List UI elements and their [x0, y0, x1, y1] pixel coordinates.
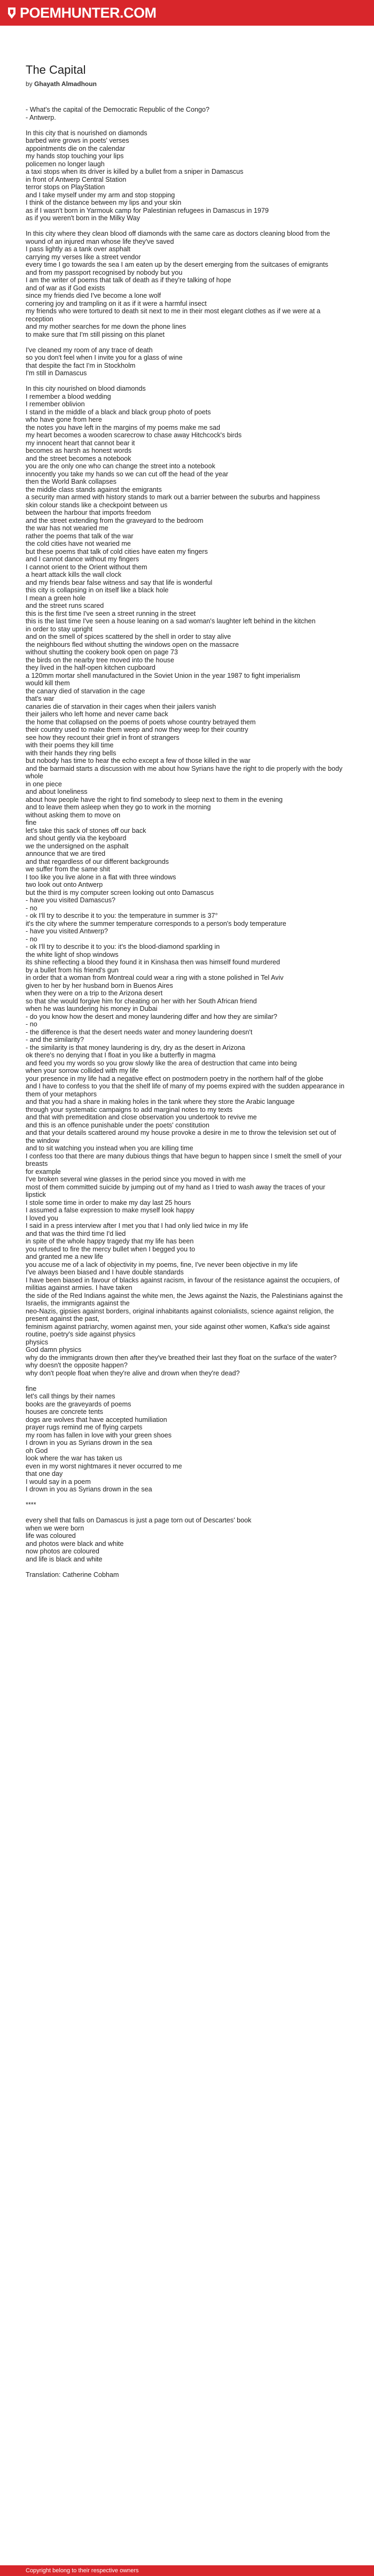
poem-line: - do you know how the desert and money laundering differ and how they are similar?: [26, 1012, 277, 1020]
poem-line: that one day: [26, 1470, 63, 1477]
poem-line: you are the only one who can change the street into a notebook: [26, 462, 215, 470]
poem-line: - ok I'll try to describe it to you: the temperature in summer is 37°: [26, 912, 218, 919]
poem-line: and I cannot dance without my fingers: [26, 555, 139, 563]
poem-line: - What's the capital of the Democratic Republic of the Congo?: [26, 106, 210, 113]
poem-line: in spite of the whole happy tragedy that my life has been: [26, 1237, 194, 1245]
poem-line: I'm still in Damascus: [26, 369, 87, 377]
poem-line: and the street runs scared: [26, 602, 104, 609]
poem-line: books are the graveyards of poems: [26, 1400, 131, 1408]
poem-line: to make sure that I'm still pissing on this planet: [26, 330, 165, 338]
poem-line: barbed wire grows in poets' verses: [26, 137, 129, 144]
poem-line: - no: [26, 935, 37, 943]
poem-line: in front of Antwerp Central Station: [26, 175, 127, 183]
poem-line: when your sorrow collided with my life: [26, 1067, 139, 1074]
poem-line: this is the first time I've seen a street running in the street: [26, 609, 196, 617]
poem-line: the war has not wearied me: [26, 524, 108, 532]
poem-line: as if I wasn't born in Yarmouk camp for Palestinian refugees in Damascus in 1979: [26, 206, 269, 214]
poem-line: I remember a blood wedding: [26, 392, 111, 400]
by-label: by: [26, 80, 33, 88]
poem-line: canaries die of starvation in their cages when their jailers vanish: [26, 702, 216, 710]
poem-line: and that you had a share in making holes in the tank where they store the Arabic language: [26, 1098, 295, 1105]
poem-line: carrying my verses like a street vendor: [26, 253, 141, 261]
stanza-gap: [26, 1377, 346, 1385]
logo-text: POEMHUNTER.COM: [20, 4, 157, 21]
poem-line: and the street extending from the graveyard to the bedroom: [26, 516, 204, 524]
poem-line: I would say in a poem: [26, 1477, 91, 1486]
poem-line: this is the last time I've seen a house leaning on a sad woman's laughter left behind in the kitchen: [26, 617, 316, 625]
stanza: [26, 230, 346, 338]
poem-line: and life is black and white: [26, 1555, 103, 1563]
poem-line: this city is collapsing in on itself like a black hole: [26, 586, 169, 594]
poem-line: - and the similarity?: [26, 1036, 84, 1043]
poem-line: I think of the distance between my lips and your skin: [26, 199, 182, 206]
poem-line: In this city that is nourished on diamonds: [26, 129, 147, 137]
poem-line: the middle class stands against the emigrants: [26, 485, 162, 493]
poem-line: and shout gently via the keyboard: [26, 834, 127, 842]
poem-line: when we were born: [26, 1524, 84, 1532]
poem-line: I am the writer of poems that talk of death as if they're talking of hope: [26, 276, 231, 284]
poem-line: and that with premeditation and close observation you undertook to revive me: [26, 1113, 257, 1121]
stanza-gap: [26, 121, 346, 129]
poem-line: and granted me a new life: [26, 1253, 103, 1260]
poem-line: and my mother searches for me down the phone lines: [26, 323, 186, 330]
poem-line: two look out onto Antwerp: [26, 881, 103, 888]
poem-line: so that she would forgive him for cheating on her with her South African friend: [26, 997, 257, 1005]
poem-line: you refused to fire the mercy bullet when I begged you to: [26, 1245, 196, 1253]
poem-line: the canary died of starvation in the cage: [26, 687, 145, 695]
poem-line: and photos were black and white: [26, 1540, 124, 1548]
poem-line: fine: [26, 1384, 37, 1393]
poem-line: with their poems they kill time: [26, 741, 114, 749]
poem-line: that's war: [26, 695, 54, 702]
poem-line: when they were on a trip to the Arizona desert: [26, 989, 163, 997]
poem-line: prayer rugs remind me of flying carpets: [26, 1424, 143, 1431]
poem-line: and that regardless of our different backgrounds: [26, 857, 169, 865]
poem-line: and on the smell of spices scattered by the shell in order to stay alive: [26, 633, 231, 640]
poem-line: even in my worst nightmares it never occurred to me: [26, 1462, 182, 1470]
poem-line: every time I go towards the sea I am eaten up by the desert emerging from the suitcases of emigrants: [26, 261, 329, 268]
poem-line: your presence in my life had a negative effect on postmodern poetry in the northern half of the globe: [26, 1074, 324, 1082]
poem-line: - the similarity is that money laundering is dry, dry as the desert in Arizona: [26, 1043, 245, 1051]
poem-line: - no: [26, 904, 37, 912]
poem-content: [26, 63, 346, 1579]
poem-line: feminism against patriarchy, women against men, your side against other women, Kafka's side against routine, poetry's side against physics: [26, 1322, 330, 1338]
poem-line: cornering joy and trampling on it as if it were a harmful insect: [26, 299, 207, 307]
poem-line: neo-Nazis, gipsies against borders, original inhabitants against colonialists, science against religion, the present against the past,: [26, 1307, 334, 1322]
poem-line: my room has fallen in love with your green shoes: [26, 1431, 172, 1439]
poem-line: the neighbours fled without shutting the windows open on the massacre: [26, 640, 239, 648]
poem-line: when he was laundering his money in Dubai: [26, 1005, 158, 1012]
poem-line: my friends who were tortured to death sit next to me in their most elegant clothes as if we were at a reception: [26, 307, 321, 323]
poem-line: announce that we are tired: [26, 850, 106, 857]
poem-title: The Capital: [26, 63, 86, 76]
poem-line: I have been biased in favour of blacks against racism, in favour of the resistance against the occupiers, of militias against armies. I have taken: [26, 1276, 340, 1291]
poem-line: I've always been biased and I have double standards: [26, 1268, 184, 1276]
poem-author[interactable]: Ghayath Almadhoun: [34, 80, 97, 88]
poem-line: I cannot orient to the Orient without them: [26, 563, 147, 571]
poem-line: in one piece: [26, 780, 62, 788]
site-logo[interactable]: [6, 5, 157, 21]
poem-line: - ok I'll try to describe it to you: it's the blood-diamond sparkling in: [26, 943, 220, 950]
poem-line: and about loneliness: [26, 788, 88, 795]
poem-line: then the World Bank collapses: [26, 478, 116, 485]
poem-line: I loved you: [26, 1214, 58, 1222]
poem-line: dogs are wolves that have accepted humiliation: [26, 1415, 167, 1424]
translation-credit: Translation: Catherine Cobham: [26, 1571, 119, 1579]
poem-line: physics: [26, 1338, 48, 1346]
stanza-gap: [26, 338, 346, 346]
poem-line: its shine reflecting a blood they found it in Kinshasa then was himself found murdered: [26, 958, 280, 966]
poem-line: policemen no longer laugh: [26, 160, 105, 168]
poem-line: becomes as harsh as honest words: [26, 447, 132, 454]
poem-line: given to her by her husband born in Buenos Aires: [26, 981, 173, 989]
poem-line: and the barmaid starts a discussion with me about how Syrians have the right to die properly with the body whole: [26, 764, 342, 780]
poem-line: and I have to confess to you that the shelf life of many of my poems expired with the sudden appearance in them of your metaphors: [26, 1082, 345, 1098]
poem-line: but these poems that talk of cold cities have eaten my fingers: [26, 547, 208, 555]
poem-line: houses are concrete tents: [26, 1408, 103, 1415]
stanza: [26, 346, 346, 377]
poem-line: would kill them: [26, 679, 70, 687]
poem-line: I said in a press interview after I met you that I had only lied twice in my life: [26, 1222, 248, 1229]
poem-line: terror stops on PlayStation: [26, 183, 105, 191]
poem-line: every shell that falls on Damascus is just a page torn out of Descartes' book: [26, 1517, 252, 1524]
stanza-gap: [26, 222, 346, 230]
poem-line: in order to stay upright: [26, 625, 93, 633]
stanza: [26, 1517, 346, 1563]
poem-line: I confess too that there are many dubious things that have begun to happen since I smelt the smell of your breasts: [26, 1152, 342, 1167]
poem-line: as if you weren't born in the Milky Way: [26, 214, 141, 222]
poem-line: and from my passport recognised by nobody but you: [26, 268, 183, 276]
poem-line: - the difference is that the desert needs water and money laundering doesn't: [26, 1028, 253, 1036]
poem-line: that despite the fact I'm in Stockholm: [26, 361, 136, 369]
poem-line: but nobody has time to hear the echo except a few of those killed in the war: [26, 757, 251, 764]
poem-line: the birds on the nearby tree moved into the house: [26, 656, 174, 664]
stanza: [26, 129, 346, 222]
poem-line: and that was the third time I'd lied: [26, 1229, 126, 1237]
poem-line: now photos are coloured: [26, 1548, 99, 1555]
poem-line: the white light of shop windows: [26, 950, 119, 958]
poem-line: since my friends died I've become a lone wolf: [26, 292, 161, 299]
poem-line: innocently you take my hands so we can cut off the head of the year: [26, 470, 229, 478]
poem-line: a heart attack kills the wall clock: [26, 571, 122, 578]
poem-line: and that your details scattered around my house provoke a desire in me to throw the television set out of the window: [26, 1129, 337, 1144]
poem-line: a taxi stops when its driver is killed by a bullet from a sniper in Damascus: [26, 168, 244, 175]
poem-line: the home that collapsed on the poems of poets whose country betrayed them: [26, 718, 256, 726]
poem-line: without shutting the cookery book open on page 73: [26, 648, 178, 656]
stanza: [26, 1385, 346, 1494]
poem-line: and feed you my words so you grow slowly like the area of destruction that came into being: [26, 1059, 297, 1067]
poem-line: I remember oblivion: [26, 400, 85, 408]
stanza: [26, 106, 346, 121]
poem-line: by a bullet from his friend's gun: [26, 966, 119, 974]
stanza-gap: [26, 377, 346, 385]
poem-line: In this city where they clean blood off diamonds with the same care as doctors cleaning blood from the wound of an injured man whose life they've saved: [26, 230, 330, 245]
copyright-text: Copyright belong to their respective owners: [26, 2567, 139, 2574]
poem-line: with their hands they ring bells: [26, 749, 116, 757]
poem-line: I've broken several wine glasses in the period since you moved in with me: [26, 1175, 246, 1183]
poem-line: I too like you live alone in a flat with three windows: [26, 873, 176, 881]
site-header-bar: [0, 0, 374, 26]
poem-line: oh God: [26, 1446, 48, 1455]
poem-line: without asking them to move on: [26, 811, 121, 819]
poem-line: you accuse me of a lack of objectivity in my poems, fine, I've never been objective in my life: [26, 1260, 298, 1268]
stanza: [26, 385, 346, 1377]
poem-line: most of them committed suicide by jumping out of my hand as I tried to wash away the traces of your lipstick: [26, 1183, 325, 1198]
poem-line: let's take this sack of stones off our back: [26, 826, 146, 834]
poem-line: their jailers who left home and never came back: [26, 710, 168, 718]
poem-line: a security man armed with history stands to mark out a barrier between the suburbs and happiness: [26, 493, 320, 501]
poem-line: life was coloured: [26, 1532, 76, 1540]
poem-line: so you don't feel when I invite you for a glass of wine: [26, 354, 183, 361]
stanza-gap: [26, 1494, 346, 1502]
poem-line: I mean a green hole: [26, 594, 86, 602]
poem-line: the notes you have left in the margins of my poems make me sad: [26, 423, 221, 431]
poem-line: my hands stop touching your lips: [26, 152, 124, 160]
poem-line: and of war as if God exists: [26, 284, 105, 292]
poem-line: see how they recount their grief in front of strangers: [26, 733, 180, 741]
poem-line: God damn physics: [26, 1346, 82, 1353]
poem-line: look where the war has taken us: [26, 1455, 122, 1462]
poem-line: I stole some time in order to make my day last 25 hours: [26, 1198, 191, 1206]
poem-line: they lived in the half-open kitchen cupboard: [26, 664, 155, 671]
poem-line: who have gone from here: [26, 416, 102, 423]
poem-line: a 120mm mortar shell manufactured in the Soviet Union in the year 1987 to fight imperialism: [26, 671, 300, 679]
poem-line: and to sit watching you instead when you are killing time: [26, 1144, 193, 1152]
poem-line: rather the poems that talk of the war: [26, 532, 134, 540]
poem-line: - have you visited Antwerp?: [26, 927, 108, 935]
stanza-gap: [26, 1509, 346, 1517]
poem-line: for example: [26, 1167, 61, 1175]
poem-line: we suffer from the same shit: [26, 865, 110, 873]
poem-line: through your systematic campaigns to add marginal notes to my texts: [26, 1105, 233, 1113]
poem-line: let's call things by their names: [26, 1393, 115, 1400]
poem-line: their country used to make them weep and now they weep for their country: [26, 726, 248, 733]
poem-line: and to leave them asleep when they go to work in the morning: [26, 803, 211, 811]
poem-line: I assumed a false expression to make myself look happy: [26, 1206, 194, 1214]
poem-body: [26, 106, 346, 1563]
poem-line: about how people have the right to find somebody to sleep next to them in the evening: [26, 795, 283, 803]
site-footer: [0, 2565, 374, 2576]
poem-line: appointments die on the calendar: [26, 144, 126, 152]
stanza: [26, 1501, 346, 1509]
stanza-gap: [26, 1563, 346, 1571]
quill-logo-icon: [6, 6, 17, 20]
poem-line: ok there's no denying that I float in you like a butterfly in magma: [26, 1051, 216, 1059]
poem-line: and my friends bear false witness and say that life is wonderful: [26, 578, 213, 586]
poem-line: why don't people float when they're alive and drown when they're dead?: [26, 1369, 240, 1377]
poem-line: and the street becomes a notebook: [26, 454, 131, 462]
poem-line: the side of the Red Indians against the white men, the Jews against the Nazis, the Palestinians against the Israelis, the immigrants against the: [26, 1291, 343, 1307]
poem-line: skin colour stands like a checkpoint between us: [26, 501, 168, 509]
poem-line: ****: [26, 1501, 36, 1509]
poem-line: - have you visited Damascus?: [26, 896, 115, 904]
poem-line: and I take myself under my arm and stop stopping: [26, 191, 175, 199]
poem-line: fine: [26, 819, 37, 826]
poem-line: the cold cities have not wearied me: [26, 540, 131, 547]
poem-line: - Antwerp.: [26, 113, 56, 121]
poem-line: I drown in you as Syrians drown in the sea: [26, 1486, 152, 1493]
poem-line: I drown in you as Syrians drown in the sea: [26, 1439, 152, 1446]
poem-line: in order that a woman from Montreal could wear a ring with a stone polished in Tel Aviv: [26, 974, 284, 981]
poem-line: I've cleaned my room of any trace of death: [26, 346, 153, 354]
poem-line: my heart becomes a wooden scarecrow to chase away Hitchcock's birds: [26, 431, 242, 439]
poem-line: and this is an offence punishable under the poets' constitution: [26, 1121, 209, 1129]
poem-byline: [26, 80, 346, 88]
poem-line: it's the city where the summer temperature corresponds to a person's body temperature: [26, 919, 286, 927]
poem-line: between the harbour that imports freedom: [26, 509, 151, 516]
poem-line: why doesn't the opposite happen?: [26, 1362, 128, 1369]
poem-line: my innocent heart that cannot bear it: [26, 439, 135, 447]
poem-line: I pass lightly as a tank over asphalt: [26, 245, 131, 253]
poem-line: I stand in the middle of a black and black group photo of poets: [26, 408, 211, 416]
poem-line: why do the immigrants drown then after they've breathed their last they float on the surface of the water?: [26, 1353, 337, 1362]
poem-line: In this city nourished on blood diamonds: [26, 385, 146, 392]
poem-line: we the undersigned on the asphalt: [26, 842, 129, 850]
poem-line: - no: [26, 1020, 37, 1028]
poem-line: but the third is my computer screen looking out onto Damascus: [26, 888, 214, 896]
